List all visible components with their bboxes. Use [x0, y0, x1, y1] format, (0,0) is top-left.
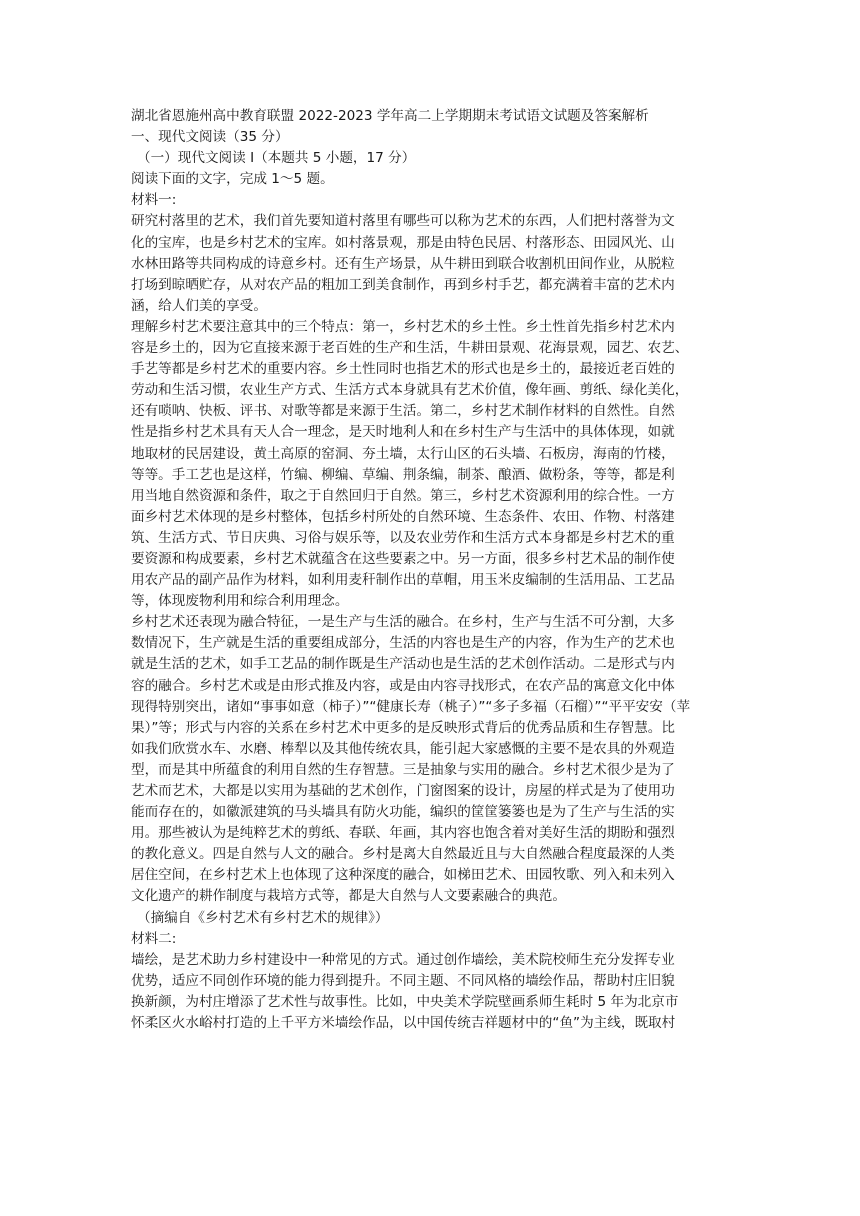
text-line: 容是乡土的，因为它直接来源于老百姓的生产和生活，牛耕田景观、花海景观，园艺、农艺、 — [131, 340, 689, 357]
text-line: 等，体现废物利用和综合利用理念。 — [131, 593, 349, 610]
text-line: 地取材的民居建设，黄土高原的窑洞、夯土墙，太行山区的石头墙、石板房，海南的竹楼， — [131, 445, 675, 462]
material-label: 材料二: — [131, 930, 177, 947]
text-line: 的教化意义。四是自然与人文的融合。乡村是离大自然最近且与大自然融合程度最深的人类 — [131, 846, 675, 863]
text-line: 就是生活的艺术，如手工艺品的制作既是生产活动也是生活的艺术创作活动。二是形式与内 — [131, 656, 675, 673]
text-line: 涵，给人们美的享受。 — [131, 297, 267, 314]
text-line: 艺术而艺术，大都是以实用为基础的艺术创作，门窗图案的设计，房屋的样式是为了使用功 — [131, 783, 675, 799]
document-title: 湖北省恩施州高中教育联盟 2022-2023 学年高二上学期期末考试语文试题及答案解析 — [131, 108, 649, 124]
text-line: 墙绘，是艺术助力乡村建设中一种常见的方式。通过创作墙绘，美术院校师生充分发挥专业 — [131, 951, 675, 968]
text-line: 能而存在的，如徽派建筑的马头墙具有防火功能，编织的筐筐篓篓也是为了生产与生活的实 — [131, 804, 675, 821]
text-line: 劳动和生活习惯，农业生产方式、生活方式本身就具有艺术价值，像年画、剪纸、绿化美化， — [131, 382, 689, 399]
text-line: 理解乡村艺术要注意其中的三个特点：第一，乡村艺术的乡土性。乡土性首先指乡村艺术内 — [131, 318, 675, 335]
text-line: 筑、生活方式、节日庆典、习俗与娱乐等，以及农业劳作和生活方式本身都是乡村艺术的重 — [131, 529, 675, 546]
text-line: 性是指乡村艺术具有天人合一理念，是天时地利人和在乡村生产与生活中的具体体现，如就 — [131, 424, 675, 441]
material-label: 材料一: — [131, 192, 177, 209]
text-line: 用当地自然资源和条件，取之于自然回归于自然。第三，乡村艺术资源利用的综合性。一方 — [131, 487, 675, 504]
text-line: 现得特别突出，诸如“事事如意（柿子）”“健康长寿（桃子）”“多子多福（石榴）”“平平安安（苹 — [131, 698, 691, 715]
text-line: 水林田路等共同构成的诗意乡村。还有生产场景，从牛耕田到联合收割机田间作业，从脱粒 — [131, 255, 675, 272]
material1-body — [131, 211, 731, 907]
text-line: 文化遗产的耕作制度与栽培方式等，都是大自然与人文要素融合的典范。 — [131, 888, 566, 905]
text-line: 打场到晾晒贮存，从对农产品的粗加工到美食制作，再到乡村手艺，都充满着丰富的艺术内 — [131, 276, 675, 293]
section-heading: 一、现代文阅读（35 分） — [131, 129, 289, 146]
text-line: 还有唢呐、快板、评书、对歌等都是来源于生活。第二，乡村艺术制作材料的自然性。自然 — [131, 403, 675, 420]
text-line: 容的融合。乡村艺术或是由形式推及内容，或是由内容寻找形式，在农产品的寓意文化中体 — [131, 677, 675, 694]
text-line: 果）”等；形式与内容的关系在乡村艺术中更多的是反映形式背后的优秀品质和生存智慧。比 — [131, 719, 675, 736]
text-line: 等等。手工艺也是这样，竹编、柳编、草编、荆条编，制茶、酿酒、做粉条，等等，都是利 — [131, 466, 675, 483]
source-citation: （摘编自《乡村艺术有乡村艺术的规律》） — [137, 909, 389, 926]
document-page — [131, 106, 731, 1034]
text-line: 如我们欣赏水车、水磨、棒犁以及其他传统农具，能引起大家感慨的主要不是农具的外观造 — [131, 740, 675, 757]
text-line: 研究村落里的艺术，我们首先要知道村落里有哪些可以称为艺术的东西，人们把村落誉为文 — [131, 213, 675, 230]
text-line: 面乡村艺术体现的是乡村整体，包括乡村所处的自然环境、生态条件、农田、作物、村落建 — [131, 508, 675, 525]
paragraph — [131, 211, 731, 316]
paragraph — [131, 612, 731, 907]
text-line: 用农产品的副产品作为材料，如利用麦秆制作出的草帽，用玉米皮编制的生活用品、工艺品 — [131, 572, 675, 589]
text-line: 数情况下，生产就是生活的重要组成部分，生活的内容也是生产的内容，作为生产的艺术也 — [131, 635, 675, 652]
text-line: 手艺等都是乡村艺术的重要内容。乡土性同时也指艺术的形式也是乡土的，最接近老百姓的 — [131, 361, 675, 378]
text-line: 型，而是其中所蕴食的利用自然的生存智慧。三是抽象与实用的融合。乡村艺术很少是为了 — [131, 761, 675, 778]
paragraph — [131, 317, 731, 612]
text-line: 怀柔区火水峪村打造的上千平方米墙绘作品，以中国传统吉祥题材中的“鱼”为主线，既取村 — [131, 1015, 676, 1032]
text-line: 化的宝库，也是乡村艺术的宝库。如村落景观，那是由特色民居、村落形态、田园风光、山 — [131, 234, 675, 251]
text-line: 要资源和构成要素，乡村艺术就蕴含在这些要素之中。另一方面，很多乡村艺术品的制作使 — [131, 550, 675, 567]
material2-body — [131, 950, 731, 1034]
text-line: 乡村艺术还表现为融合特征，一是生产与生活的融合。在乡村，生产与生活不可分割，大多 — [131, 614, 675, 631]
text-line: 用。那些被认为是纯粹艺术的剪纸、春联、年画，其内容也饱含着对美好生活的期盼和强烈 — [131, 825, 675, 842]
text-line: 居住空间，在乡村艺术上也体现了这种深度的融合，如梯田艺术、田园牧歌、列入和未列入 — [131, 867, 675, 884]
instruction-text: 阅读下面的文字，完成 1～5 题。 — [131, 171, 334, 188]
text-line: 换新颜，为村庄增添了艺术性与故事性。比如，中央美术学院壁画系师生耗时 5 年为北京市 — [131, 993, 679, 1010]
text-line: 优势，适应不同创作环境的能力得到提升。不同主题、不同风格的墙绘作品，帮助村庄旧貌 — [131, 972, 675, 989]
subsection-heading: （一）现代文阅读 I（本题共 5 小题，17 分） — [137, 150, 416, 167]
